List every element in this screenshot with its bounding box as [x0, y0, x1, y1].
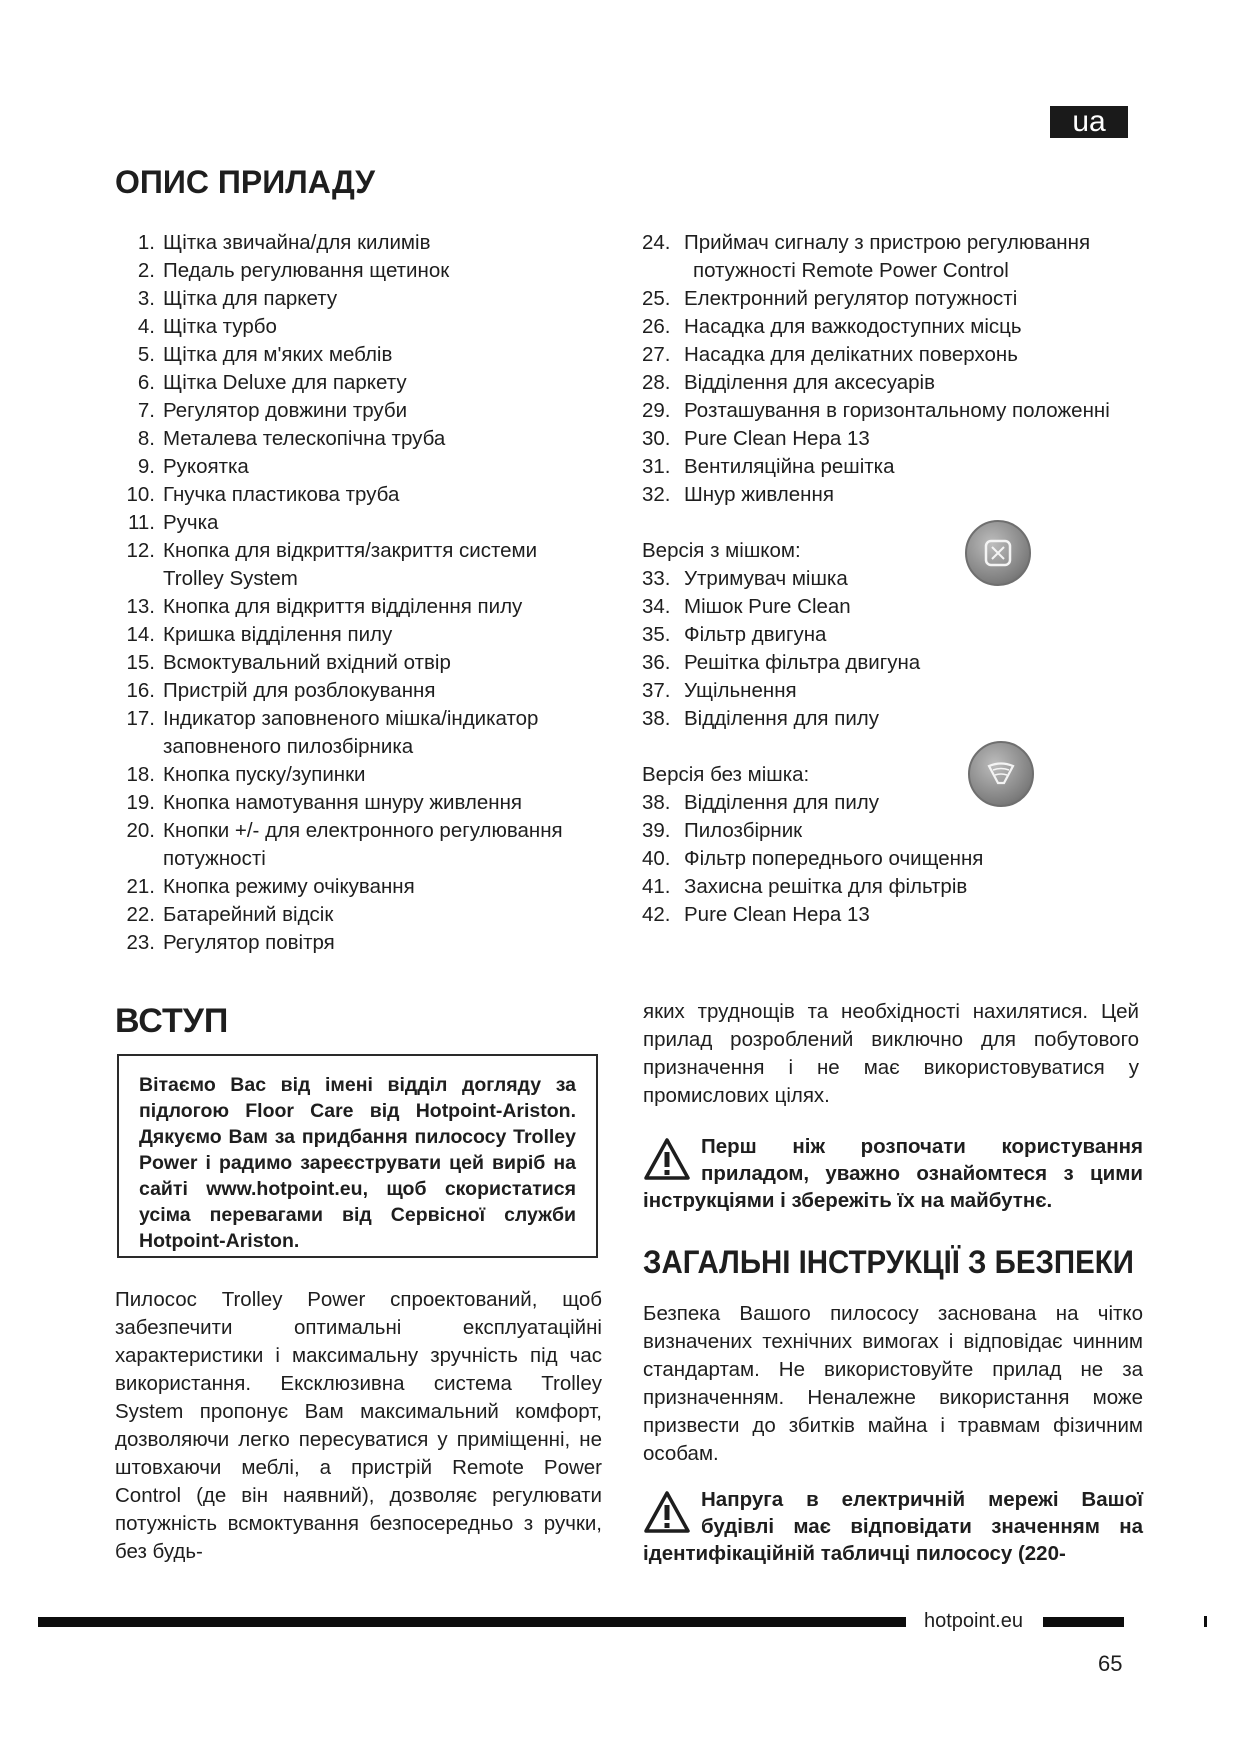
- list-item: [112, 229, 612, 257]
- item-text: Регулятор довжини труби: [163, 399, 408, 422]
- spacer: [642, 733, 1142, 761]
- list-item: [642, 565, 1142, 593]
- item-text: Гнучка пластикова труба: [163, 483, 400, 506]
- item-number: 17.: [126, 707, 155, 730]
- item-number: 5.: [137, 343, 155, 366]
- item-text: Мішок Pure Clean: [684, 595, 851, 618]
- list-item: [112, 817, 612, 845]
- footer-website: hotpoint.eu: [924, 1610, 1023, 1632]
- item-number: 38.: [642, 707, 671, 730]
- list-item: [642, 845, 1142, 873]
- intro-paragraph-continued: яких труднощів та необхідності нахилятися. Цей прилад розроблений виключно для побутового призначення і не має використовуватися у промислових цілях.: [643, 1000, 1139, 1107]
- list-item: [112, 789, 612, 817]
- item-number: 27.: [642, 343, 671, 366]
- item-text: Батарейний відсік: [163, 903, 334, 926]
- item-number: 39.: [642, 819, 671, 842]
- list-item: [642, 789, 1142, 817]
- list-item: [642, 481, 1142, 509]
- item-number: 1.: [137, 231, 155, 254]
- item-text: Щітка турбо: [163, 315, 277, 338]
- item-text: Відділення для пилу: [684, 707, 879, 730]
- item-text: Пристрій для розблокування: [163, 679, 436, 702]
- warning-text: Напруга в електричній мережі Вашої будівлі має відповідати значенням на ідентифікаційній табличці пилососу (220-: [643, 1488, 1143, 1565]
- footer-rule-left: [38, 1617, 906, 1627]
- item-number: 18.: [126, 763, 155, 786]
- item-number: 3.: [137, 287, 155, 310]
- list-item: [112, 257, 612, 285]
- item-number: 6.: [137, 371, 155, 394]
- item-text: Відділення для аксесуарів: [684, 371, 935, 394]
- list-item: [112, 677, 612, 705]
- section-title-intro: ВСТУП: [115, 1002, 229, 1040]
- list-item: [642, 369, 1142, 397]
- list-item: [642, 873, 1142, 901]
- item-number: 12.: [126, 539, 155, 562]
- list-item: [642, 901, 1142, 929]
- list-item: [642, 677, 1142, 705]
- item-text: Щітка для паркету: [163, 287, 338, 310]
- item-number: 38.: [642, 791, 671, 814]
- item-number: 22.: [126, 903, 155, 926]
- safety-paragraph: Безпека Вашого пилососу заснована на чітко визначених технічних вимогах і відповідає чинним стандартам. Не використовуйте прилад не за призначенням. Неналежне використання може призвести до збитків майна і травмам фізичним особам.: [643, 1302, 1143, 1465]
- item-text: Всмоктувальний вхідний отвір: [163, 651, 451, 674]
- list-item: [112, 649, 612, 677]
- item-number: 28.: [642, 371, 671, 394]
- section-title-description: ОПИС ПРИЛАДУ: [115, 164, 376, 200]
- list-item: [642, 453, 1142, 481]
- item-text: Регулятор повітря: [163, 931, 335, 954]
- list-item: [642, 229, 1142, 257]
- item-text: Щітка для м'яких меблів: [163, 343, 393, 366]
- item-text: Ущільнення: [684, 679, 797, 702]
- item-text: Насадка для важкодоступних місць: [684, 315, 1022, 338]
- item-text: Відділення для пилу: [684, 791, 879, 814]
- item-number: 36.: [642, 651, 671, 674]
- list-item: [642, 313, 1142, 341]
- item-number: 8.: [137, 427, 155, 450]
- item-text: Вентиляційна решітка: [684, 455, 895, 478]
- item-number: 11.: [128, 511, 155, 534]
- item-number: 24.: [642, 231, 671, 254]
- item-number: 2.: [137, 259, 155, 282]
- item-text: Фільтр двигуна: [684, 623, 827, 646]
- item-number: 40.: [642, 847, 671, 870]
- list-item: [642, 649, 1142, 677]
- list-item: [112, 425, 612, 453]
- list-item-continuation: потужності: [163, 847, 266, 870]
- list-item-continuation: потужності Remote Power Control: [693, 259, 1009, 282]
- item-number: 10.: [126, 483, 155, 506]
- item-text: Pure Clean Hepa 13: [684, 903, 870, 926]
- list-item: [112, 537, 612, 565]
- item-number: 21.: [126, 875, 155, 898]
- item-text: Утримувач мішка: [684, 567, 848, 590]
- item-number: 19.: [126, 791, 155, 814]
- list-item: [112, 621, 612, 649]
- section-title-safety: ЗАГАЛЬНІ ІНСТРУКЦІЇ З БЕЗПЕКИ: [643, 1244, 1134, 1280]
- item-number: 29.: [642, 399, 671, 422]
- warning-read-instructions: [643, 1133, 1143, 1214]
- page-number: 65: [1098, 1651, 1123, 1676]
- warning-triangle-icon: [643, 1490, 691, 1534]
- item-number: 30.: [642, 427, 671, 450]
- item-text: Кнопка для відкриття відділення пилу: [163, 595, 523, 618]
- list-item: [642, 621, 1142, 649]
- list-item: [112, 397, 612, 425]
- item-number: 33.: [642, 567, 671, 590]
- item-number: 16.: [126, 679, 155, 702]
- list-item-continuation: Trolley System: [163, 567, 298, 590]
- item-text: Шнур живлення: [684, 483, 834, 506]
- list-item: [642, 705, 1142, 733]
- list-item: [112, 705, 612, 733]
- list-item: [112, 453, 612, 481]
- item-number: 42.: [642, 903, 671, 926]
- item-text: Індикатор заповненого мішка/індикатор: [163, 707, 539, 730]
- list-item: [112, 313, 612, 341]
- list-item: [642, 397, 1142, 425]
- intro-paragraph: Пилосос Trolley Power спроектований, щоб забезпечити оптимальні експлуатаційні характеристики і максимальну зручність під час використання. Ексклюзивна система Trolley System пропонує Вам максимальний комфорт, дозволяючи легко пересуватися у приміщенні, не штовхаючи меблі, а пристрій Remote Power Control (де він наявний), дозволяє регулювати потужність всмоктування безпосередньо з ручки, без будь-: [115, 1288, 602, 1563]
- bagless-version-icon: [968, 741, 1034, 807]
- item-text: Кнопка режиму очікування: [163, 875, 415, 898]
- item-text: Кнопка для відкриття/закриття системи: [163, 539, 538, 562]
- list-item: [112, 929, 612, 957]
- warning-voltage: [643, 1486, 1143, 1567]
- parts-list-right: [642, 229, 1142, 929]
- item-number: 23.: [126, 931, 155, 954]
- item-number: 34.: [642, 595, 671, 618]
- item-number: 14.: [126, 623, 155, 646]
- list-item: [642, 817, 1142, 845]
- item-text: Щітка звичайна/для килимів: [163, 231, 431, 254]
- list-item-continuation: заповненого пилозбірника: [163, 735, 414, 758]
- item-number: 25.: [642, 287, 671, 310]
- language-badge: ua: [1050, 106, 1128, 138]
- welcome-box: Вітаємо Вас від імені відділ догляду за підлогою Floor Care від Hotpoint-Ariston. Дякуємо Вам за придбання пилососу Trolley Power і радимо зареєструвати цей виріб на сайті www.hotpoint.eu, щоб скористатися усіма перевагами від Сервісної служби Hotpoint-Ariston.: [117, 1054, 598, 1258]
- item-number: 41.: [642, 875, 671, 898]
- item-text: Решітка фільтра двигуна: [684, 651, 921, 674]
- item-text: Приймач сигналу з пристрою регулювання: [684, 231, 1091, 254]
- item-text: Рукоятка: [163, 455, 249, 478]
- footer-rule-right: [1043, 1617, 1124, 1627]
- item-number: 20.: [126, 819, 155, 842]
- item-text: Насадка для делікатних поверхонь: [684, 343, 1018, 366]
- item-text: Кнопка намотування шнуру живлення: [163, 791, 523, 814]
- item-text: Кнопка пуску/зупинки: [163, 763, 366, 786]
- item-text: Ручка: [163, 511, 219, 534]
- list-item: [642, 425, 1142, 453]
- list-item: [112, 481, 612, 509]
- list-item: [112, 285, 612, 313]
- item-number: 9.: [137, 455, 155, 478]
- item-number: 7.: [137, 399, 155, 422]
- item-number: 35.: [642, 623, 671, 646]
- warning-triangle-icon: [643, 1137, 691, 1181]
- item-number: 37.: [642, 679, 671, 702]
- bag-version-icon: [965, 520, 1031, 586]
- list-item: [112, 341, 612, 369]
- list-item: [112, 593, 612, 621]
- item-number: 31.: [642, 455, 671, 478]
- list-item: [642, 285, 1142, 313]
- bag-version-title: Версія з мішком:: [642, 539, 801, 562]
- item-number: 4.: [137, 315, 155, 338]
- item-text: Металева телескопічна труба: [163, 427, 446, 450]
- list-item: [642, 341, 1142, 369]
- list-item: [112, 873, 612, 901]
- list-item: [112, 509, 612, 537]
- bagless-version-title: Версія без мішка:: [642, 763, 810, 786]
- item-text: Захисна решітка для фільтрів: [684, 875, 968, 898]
- warning-text: Перш ніж розпочати користування приладом, уважно ознайомтеся з цими інструкціями і збережіть їх на майбутнє.: [643, 1135, 1143, 1212]
- item-text: Електронний регулятор потужності: [684, 287, 1018, 310]
- item-text: Кнопки +/- для електронного регулювання: [163, 819, 563, 842]
- list-item: [112, 761, 612, 789]
- item-text: Фільтр попереднього очищення: [684, 847, 984, 870]
- footer-tick: [1204, 1616, 1207, 1627]
- item-number: 26.: [642, 315, 671, 338]
- item-number: 13.: [126, 595, 155, 618]
- item-text: Розташування в горизонтальному положенні: [684, 399, 1110, 422]
- parts-list-left: [112, 229, 612, 957]
- item-text: Щітка Deluxe для паркету: [163, 371, 407, 394]
- item-text: Пилозбірник: [684, 819, 803, 842]
- item-number: 15.: [126, 651, 155, 674]
- item-text: Кришка відділення пилу: [163, 623, 393, 646]
- item-text: Педаль регулювання щетинок: [163, 259, 450, 282]
- list-item: [112, 901, 612, 929]
- item-text: Pure Clean Hepa 13: [684, 427, 870, 450]
- item-number: 32.: [642, 483, 671, 506]
- list-item: [642, 593, 1142, 621]
- list-item: [112, 369, 612, 397]
- spacer: [642, 509, 1142, 537]
